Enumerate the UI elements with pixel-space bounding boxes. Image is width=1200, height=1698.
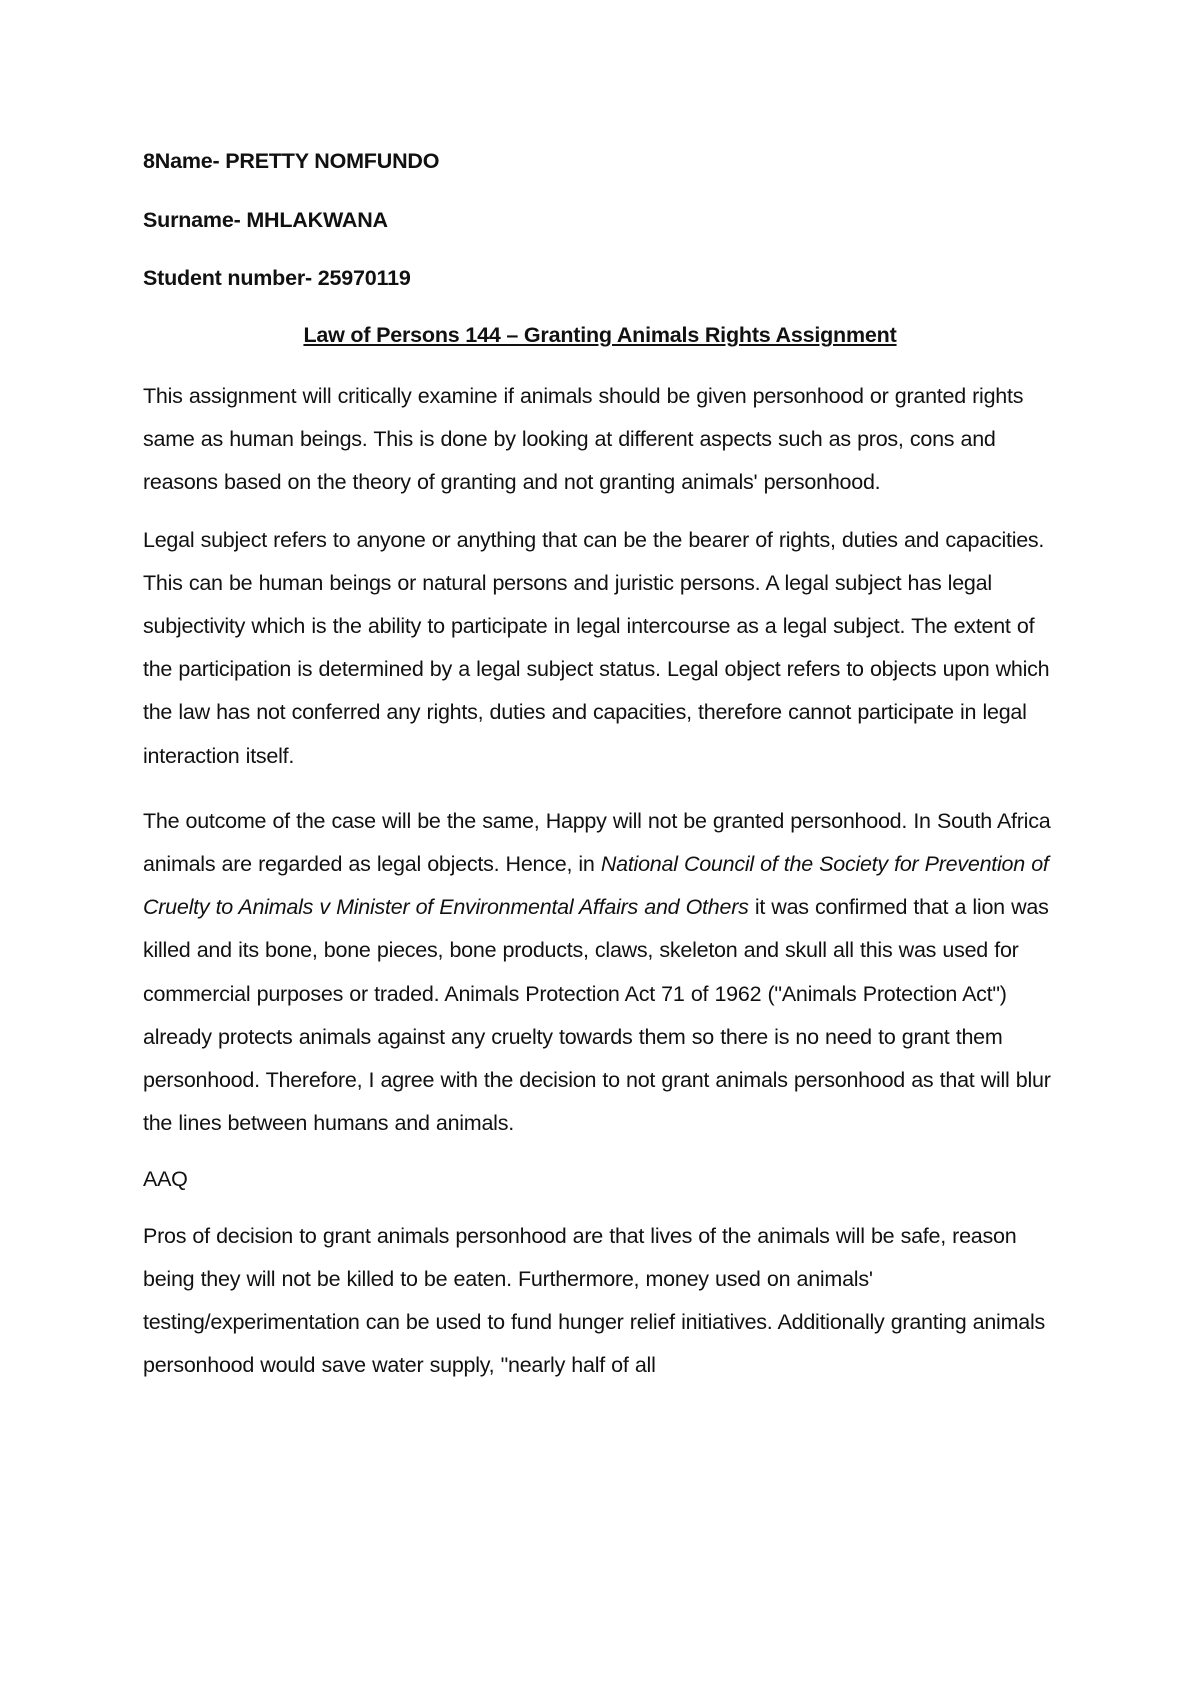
outcome-text-end: it was confirmed that a lion was killed and its bone, bone pieces, bone products, claws, skeleton and skull all this was used for commercial purposes or traded. Animals Protection Act 71 of 1962 ("Animals Protection Act") already protects animals against any cruelty towards them so there is no need to grant them personhood. Therefore, I agree with the decision to not grant animals personhood as that will blur the lines between humans and animals.: [143, 895, 1051, 1136]
assignment-title: Law of Persons 144 – Granting Animals Rights Assignment: [303, 323, 897, 347]
pros-paragraph: Pros of decision to grant animals personhood are that lives of the animals will be safe, reason being they will not be killed to be eaten. Furthermore, money used on animals' testing/experimentation can be used to fund hunger relief initiatives. Additionally granting animals personhood would save water supply, "nearly half of all: [143, 1223, 1045, 1378]
outcome-paragraph: [143, 800, 1057, 1146]
student-number-line: Student number- 25970119: [143, 266, 411, 290]
student-name-line: 8Name- PRETTY NOMFUNDO: [143, 149, 440, 173]
case-name-citation: National Council of the Society for Prevention of Cruelty to Animals v Minister of Environmental Affairs and Others: [143, 852, 1049, 920]
intro-paragraph: This assignment will critically examine if animals should be given personhood or granted rights same as human beings. This is done by looking at different aspects such as pros, cons and reasons based on the theory of granting and not granting animals' personhood.: [143, 384, 1024, 495]
document-body: [143, 148, 1057, 1387]
legal-subject-paragraph: Legal subject refers to anyone or anything that can be the bearer of rights, duties and capacities. This can be human beings or natural persons and juristic persons. A legal subject has legal subjectivity which is the ability to participate in legal intercourse as a legal subject. The extent of the participation is determined by a legal subject status. Legal object refers to objects upon which the law has not conferred any rights, duties and capacities, therefore cannot participate in legal interaction itself.: [143, 527, 1050, 768]
student-surname-line: Surname- MHLAKWANA: [143, 208, 388, 232]
outcome-text-start: The outcome of the case will be the same, Happy will not be granted personhood. In South Africa animals are regarded as legal objects. Hence, in: [143, 808, 1051, 877]
aaq-label: AAQ: [143, 1167, 188, 1192]
